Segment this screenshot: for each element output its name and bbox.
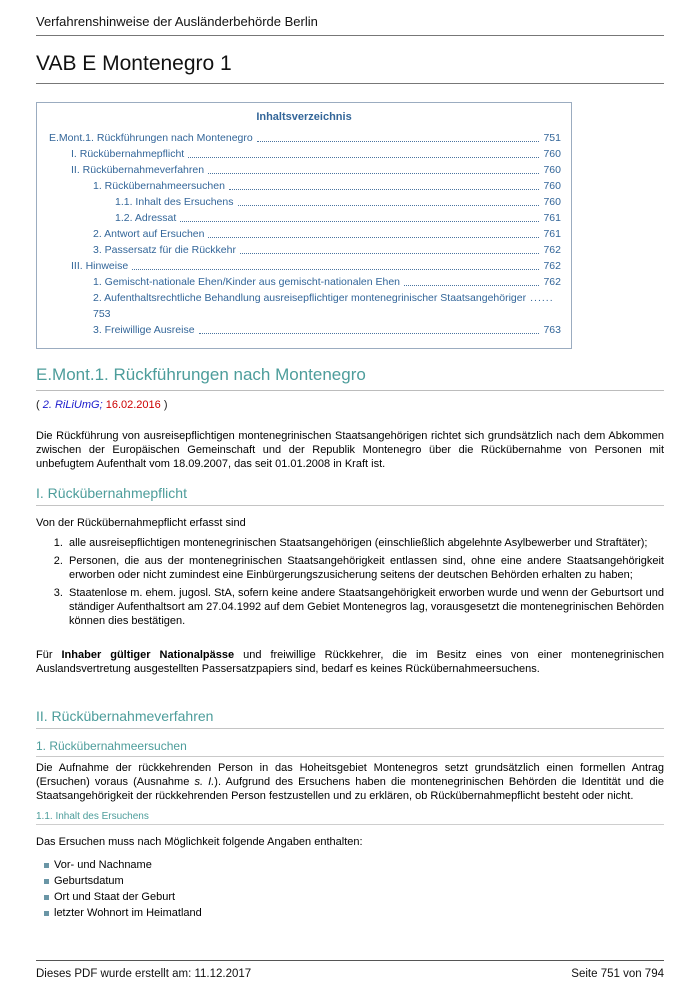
toc-title: Inhaltsverzeichnis — [256, 111, 352, 123]
list-item — [44, 873, 664, 889]
toc-entry-label: I. Rückübernahmepflicht — [71, 148, 185, 160]
list-item: 1. alle ausreisepflichtigen montenegrinischen Staatsangehörigen (einschließlich abgelehnte Asylbewerber und Straftäter); — [66, 536, 664, 550]
toc-leader-dots — [229, 178, 540, 190]
note-text-pre: Für — [36, 649, 62, 661]
toc-leader-dots: ...... — [530, 292, 554, 304]
square-bullet-icon — [44, 895, 49, 900]
toc-entry-page: 761 — [543, 228, 561, 240]
toc-entry-page: 751 — [543, 132, 561, 144]
ersuchen-angaben-list — [44, 857, 664, 921]
toc-entry[interactable] — [93, 274, 561, 290]
list-item: 3. Staatenlose m. ehem. jugosl. StA, sofern keine andere Staatsangehörigkeit erworben wurde und wenn der Geburtsort und ständiger Aufenthaltsort am 27.04.1992 auf dem Gebiet Montenegros lag, vorausgesetzt die montenegrinischen Behörden können dies bestätigen. — [66, 586, 664, 628]
pflicht-list — [50, 536, 664, 628]
bullet-label: Ort und Staat der Geburt — [54, 891, 176, 903]
list-item: 2. Personen, die aus der montenegrinischen Staatsangehörigkeit entlassen sind, ohne eine andere Staatsangehörigkeit erworben oder nicht zumindest eine Einbürgerungszusicherung seitens der deutschen Behörden erhalten zu haben; — [66, 554, 664, 582]
table-of-contents — [36, 102, 572, 349]
list-item — [44, 889, 664, 905]
ersuchen-text-post: ). Aufgrund des Ersuchens haben die montenegrinischen Behörden die Identität und die Staatsangehörigkeit der rückkehrenden Person festzustellen und zu erklären, ob Rückübernahmepflicht besteht oder nicht. — [36, 776, 664, 802]
toc-leader-dots — [132, 258, 539, 270]
toc-entry[interactable] — [93, 322, 561, 338]
toc-entry[interactable] — [71, 162, 561, 178]
bullet-label: letzter Wohnort im Heimatland — [54, 907, 202, 919]
section-heading-rueckuebernahmeverfahren: II. Rückübernahmeverfahren — [36, 708, 664, 729]
toc-entry[interactable] — [115, 194, 561, 210]
page-title: VAB E Montenegro 1 — [36, 52, 664, 84]
bullet-label: Vor- und Nachname — [54, 859, 152, 871]
toc-entry[interactable] — [71, 146, 561, 162]
toc-entry-page: 760 — [543, 180, 561, 192]
ersuchen-text-italic: s. I. — [194, 776, 215, 788]
square-bullet-icon — [44, 879, 49, 884]
square-bullet-icon — [44, 911, 49, 916]
toc-entry-page: 763 — [543, 324, 561, 336]
toc-entry-label: II. Rückübernahmeverfahren — [71, 164, 205, 176]
footer-page-number: Seite 751 von 794 — [571, 968, 664, 980]
nationalpaesse-note — [36, 648, 664, 676]
toc-entry-label: 2. Antwort auf Ersuchen — [93, 228, 205, 240]
toc-entry-page: 762 — [543, 276, 561, 288]
toc-entry-page: 753 — [93, 308, 111, 320]
citation-line — [36, 399, 664, 411]
toc-leader-dots — [238, 194, 540, 206]
toc-entry[interactable] — [49, 130, 561, 146]
toc-entry-label: III. Hinweise — [71, 260, 129, 272]
citation-date: 16.02.2016 — [105, 399, 161, 411]
page-footer — [36, 960, 664, 980]
section-heading-emont1: E.Mont.1. Rückführungen nach Montenegro — [36, 365, 664, 391]
toc-entry-label: 1.2. Adressat — [115, 212, 177, 224]
toc-leader-dots — [240, 242, 539, 254]
citation-close-paren: ) — [163, 399, 168, 411]
toc-entry-label: 3. Freiwillige Ausreise — [93, 324, 195, 336]
toc-entry-label: 1.1. Inhalt des Ersuchens — [115, 196, 234, 208]
intro-paragraph: Die Rückführung von ausreisepflichtigen montenegrinischen Staatsangehörigen richtet sich grundsätzlich nach dem Abkommen zwischen der Europäischen Gemeinschaft und der Republik Montenegro über die Rückübernahme von Personen mit unbefugtem Aufenthalt vom 18.09.2007, das seit 01.01.2008 in Kraft ist. — [36, 430, 664, 470]
toc-entry[interactable] — [115, 210, 561, 226]
toc-entry[interactable] — [93, 178, 561, 194]
toc-entry[interactable] — [93, 242, 561, 258]
toc-entry-page: 762 — [543, 244, 561, 256]
toc-leader-dots — [257, 130, 540, 142]
toc-leader-dots — [208, 162, 539, 174]
toc-entry-label: E.Mont.1. Rückführungen nach Montenegro — [49, 132, 253, 144]
section-heading-rueckuebernahmepflicht: I. Rückübernahmepflicht — [36, 485, 664, 506]
toc-entry-page: 762 — [543, 260, 561, 272]
document-header: Verfahrenshinweise der Ausländerbehörde Berlin — [36, 14, 664, 36]
toc-leader-dots — [208, 226, 539, 238]
subsection-heading-ersuchen: 1. Rückübernahmeersuchen — [36, 739, 664, 757]
toc-entry-page: 760 — [543, 196, 561, 208]
note-text-bold: Inhaber gültiger Nationalpässe — [61, 649, 235, 661]
note-text-post: und freiwillige Rückkehrer, die im Besitz eines von einer montenegrinischen Auslandsvertretung ausgestellten Passersatzpapiers sind, bedarf es keines Rückübernahmeersuchens. — [36, 649, 664, 675]
pflicht-lead: Von der Rückübernahmepflicht erfasst sind — [36, 517, 246, 529]
subsection-heading-inhalt-ersuchen: 1.1. Inhalt des Ersuchens — [36, 811, 664, 825]
toc-entry-label: 1. Gemischt-nationale Ehen/Kinder aus gemischt-nationalen Ehen — [93, 276, 401, 288]
ersuchen-text-pre: Die Aufnahme der rückkehrenden Person in das Hoheitsgebiet Montenegros setzt grundsätzlich einen formellen Antrag (Ersuchen) voraus (Ausnahme — [36, 762, 664, 788]
toc-entry-page: 760 — [543, 148, 561, 160]
citation-open-paren: ( — [36, 399, 40, 411]
toc-entry[interactable] — [93, 226, 561, 242]
footer-created-date: Dieses PDF wurde erstellt am: 11.12.2017 — [36, 968, 252, 980]
toc-entry-label: 1. Rückübernahmeersuchen — [93, 180, 225, 192]
bullet-label: Geburtsdatum — [54, 875, 124, 887]
list-item — [44, 905, 664, 921]
toc-entry-label: 2. Aufenthaltsrechtliche Behandlung ausreisepflichtiger montenegrinischer Staatsangehöriger — [93, 292, 527, 304]
toc-leader-dots — [180, 210, 539, 222]
square-bullet-icon — [44, 863, 49, 868]
toc-entry[interactable] — [71, 258, 561, 274]
list-item — [44, 857, 664, 873]
ersuchen-paragraph — [36, 761, 664, 803]
toc-leader-dots — [188, 146, 539, 158]
ersuchen-angaben-lead: Das Ersuchen muss nach Möglichkeit folgende Angaben enthalten: — [36, 836, 363, 848]
toc-leader-dots — [404, 274, 539, 286]
riliumg-link[interactable]: 2. RiLiUmG; — [42, 399, 103, 411]
toc-entry-page: 761 — [543, 212, 561, 224]
toc-entry-label: 3. Passersatz für die Rückkehr — [93, 244, 236, 256]
toc-entry[interactable] — [93, 290, 561, 322]
toc-entry-page: 760 — [543, 164, 561, 176]
toc-leader-dots — [199, 322, 540, 334]
